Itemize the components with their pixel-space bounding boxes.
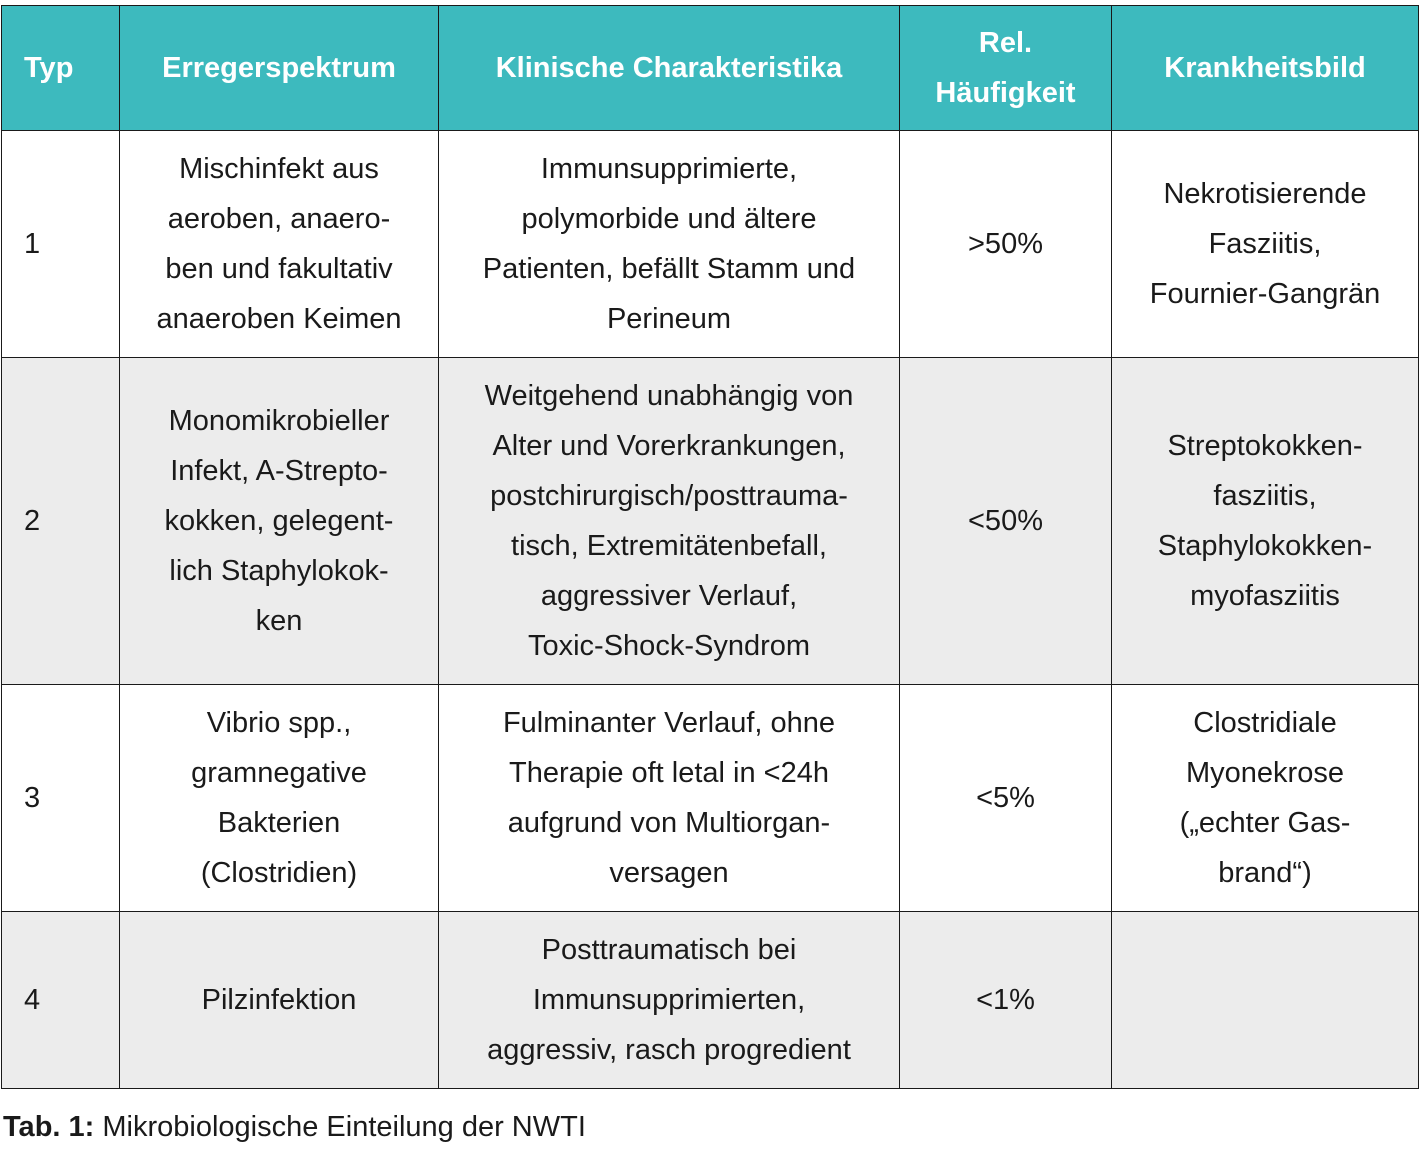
table-row	[2, 131, 1419, 358]
table-caption	[3, 1107, 586, 1147]
cell-rel-haeufigkeit: >50%	[900, 131, 1112, 358]
cell-rel-haeufigkeit: <1%	[900, 912, 1112, 1089]
table-row	[2, 912, 1419, 1089]
header-krankheitsbild: Krankheitsbild	[1112, 6, 1419, 131]
cell-typ: 4	[2, 912, 120, 1089]
cell-krankheitsbild	[1112, 912, 1419, 1089]
cell-typ: 3	[2, 685, 120, 912]
header-rel-haeufigkeit: Rel. Häufigkeit	[900, 6, 1112, 131]
caption-label: Tab. 1:	[3, 1111, 95, 1143]
cell-rel-haeufigkeit: <5%	[900, 685, 1112, 912]
header-erregerspektrum: Erregerspektrum	[120, 6, 439, 131]
cell-erregerspektrum: Vibrio spp., gramnegative Bakterien (Clostridien)	[120, 685, 439, 912]
header-typ: Typ	[2, 6, 120, 131]
table-header-row	[2, 6, 1419, 131]
cell-erregerspektrum: Pilzinfektion	[120, 912, 439, 1089]
cell-erregerspektrum: Mischinfekt aus aeroben, anaero- ben und fakultativ anaeroben Keimen	[120, 131, 439, 358]
cell-typ: 1	[2, 131, 120, 358]
cell-klinische-charakteristika: Posttraumatisch bei Immunsupprimierten, aggressiv, rasch progredient	[439, 912, 900, 1089]
cell-klinische-charakteristika: Fulminanter Verlauf, ohne Therapie oft letal in <24h aufgrund von Multiorgan- versagen	[439, 685, 900, 912]
cell-klinische-charakteristika: Weitgehend unabhängig von Alter und Vorerkrankungen, postchirurgisch/posttrauma- tisch, Extremitätenbefall, aggressiver Verlauf, Toxic-Shock-Syndrom	[439, 358, 900, 685]
header-klinische-charakteristika: Klinische Charakteristika	[439, 6, 900, 131]
cell-typ: 2	[2, 358, 120, 685]
cell-erregerspektrum: Monomikrobieller Infekt, A-Strepto- kokken, gelegent- lich Staphylokok- ken	[120, 358, 439, 685]
caption-text: Mikrobiologische Einteilung der NWTI	[94, 1111, 586, 1143]
cell-krankheitsbild: Clostridiale Myonekrose („echter Gas- brand“)	[1112, 685, 1419, 912]
cell-klinische-charakteristika: Immunsupprimierte, polymorbide und ältere Patienten, befällt Stamm und Perineum	[439, 131, 900, 358]
cell-krankheitsbild: Nekrotisierende Fasziitis, Fournier-Gangrän	[1112, 131, 1419, 358]
cell-krankheitsbild: Streptokokken- fasziitis, Staphylokokken- myofasziitis	[1112, 358, 1419, 685]
table-row	[2, 358, 1419, 685]
classification-table	[1, 5, 1419, 1089]
cell-rel-haeufigkeit: <50%	[900, 358, 1112, 685]
table-row	[2, 685, 1419, 912]
